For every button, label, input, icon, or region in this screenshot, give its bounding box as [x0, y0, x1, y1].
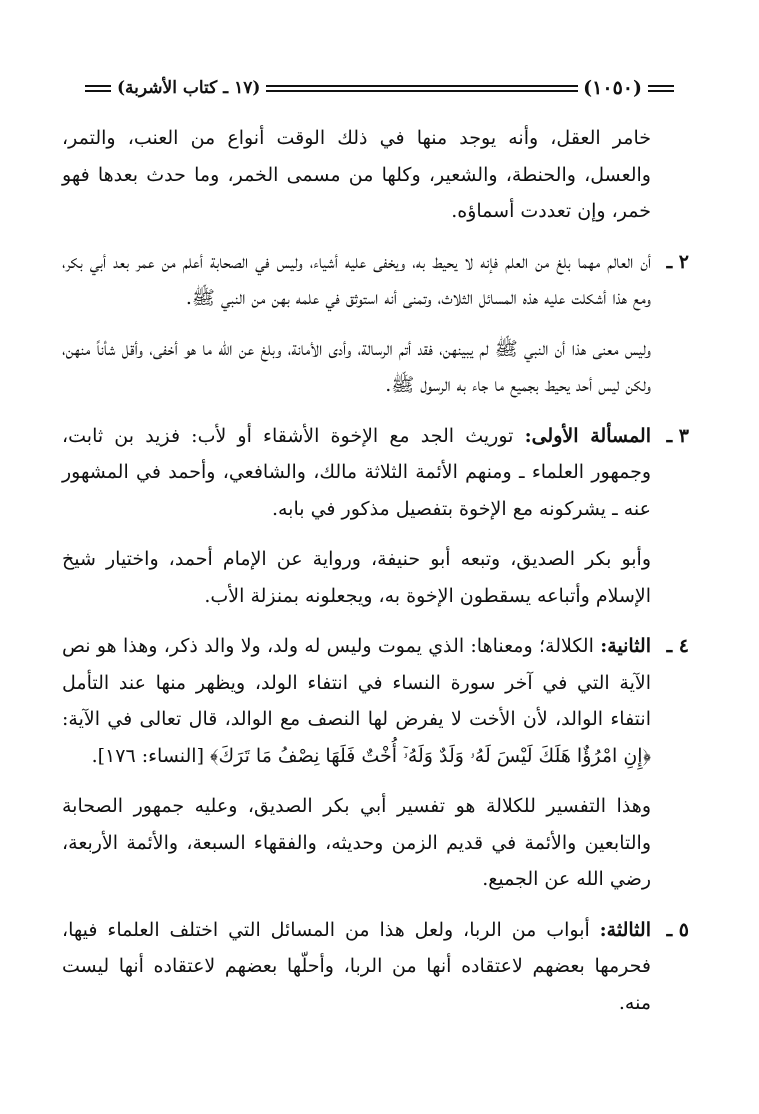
header-rule — [266, 85, 578, 92]
paragraph: وهذا التفسير للكلالة هو تفسير أبي بكر الصديق، وعليه جمهور الصحابة والتابعين والأئمة في قديم الزمن وحديثه، والفقهاء السبعة، والأئمة الأربعة، رضي الله عن الجميع. — [62, 795, 651, 890]
item-body: أبواب من الربا، ولعل هذا من المسائل التي اختلف العلماء فيها، فحرمها بعضهم لاعتقاده أنها من الربا، وأحلّها بعضهم لاعتقاده أنها ليست منه. — [62, 918, 651, 1014]
numbered-item — [62, 912, 689, 1022]
item-text — [62, 418, 651, 528]
item-label: الثالثة: — [599, 918, 651, 941]
paragraph: وليس معنى هذا أن النبي ﷺ لم يبينهن، فقد أتم الرسالة، وأدى الأمانة، وبلغ عن الله ما هو أخفى، وأقل شأناً منهن، ولكن ليس أحد يحيط بجميع ما جاء به الرسول ﷺ. — [62, 337, 651, 396]
item-label: المسألة الأولى: — [524, 424, 651, 447]
item-text: أن العالم مهما بلغ من العلم فإنه لا يحيط به، ويخفى عليه أشياء، وليس في الصحابة أعلم من عمر بعد أبي بكر، ومع هذا أشكلت عليه هذه المسائل الثلاث، وتمنى أنه استوثق في علمه بهن من النبي ﷺ. — [62, 250, 651, 309]
item-number: ٥ ـ — [666, 918, 689, 941]
numbered-item — [62, 244, 689, 317]
paragraph: وأبو بكر الصديق، وتبعه أبو حنيفة، ورواية عن الإمام أحمد، واختيار شيخ الإسلام وأتباعه يسقطون الإخوة به، ويجعلونه بمنزلة الأب. — [62, 548, 651, 607]
header-rule — [648, 85, 674, 92]
item-body: الكلالة؛ ومعناها: الذي يموت وليس له ولد، ولا والد ذكر، وهذا هو نص الآية التي في آخر سورة النساء في انتفاء الولد، ويظهر منها عند التأمل انتفاء الوالد، لأن الأخت لا يفرض لها النصف مع الوالد، قال تعالى في الآية: ﴿إِنِ امْرُؤٌا هَلَكَ لَيْسَ لَهُۥ وَلَدٌ وَلَهُۥٓ أُخْتٌ فَلَهَا نِصْفُ مَا تَرَكَ﴾ [النساء: ١٧٦]. — [62, 635, 651, 767]
book-title: (١٧ ـ كتاب الأشربة) — [117, 78, 261, 98]
item-text — [62, 912, 651, 1022]
running-header — [85, 68, 674, 108]
item-number: ٢ ـ — [666, 250, 689, 273]
header-rule — [85, 85, 111, 92]
header-right-group — [583, 77, 674, 99]
item-number: ٣ ـ — [666, 424, 689, 447]
item-text — [62, 628, 651, 774]
item-number: ٤ ـ — [666, 635, 689, 657]
header-left-group — [85, 78, 260, 98]
paragraph: خامر العقل، وأنه يوجد منها في ذلك الوقت أنواع من العنب، والتمر، والعسل، والحنطة، والشعير، وكلها من مسمى الخمر، وما حدث بعدها فهو خمر، وإن تعددت أسماؤه. — [62, 127, 651, 222]
item-label: الثانية: — [600, 635, 651, 657]
numbered-item — [62, 418, 689, 528]
item-body: توريث الجد مع الإخوة الأشقاء أو لأب: فزيد بن ثابت، وجمهور العلماء ـ ومنهم الأئمة الثلاثة مالك، والشافعي، وأحمد في المشهور عنه ـ يشركونه مع الإخوة بتفصيل مذكور في بابه. — [62, 424, 651, 520]
page-number: (١٠٥٠) — [583, 77, 642, 99]
page-body — [62, 120, 689, 1021]
numbered-item — [62, 628, 689, 774]
